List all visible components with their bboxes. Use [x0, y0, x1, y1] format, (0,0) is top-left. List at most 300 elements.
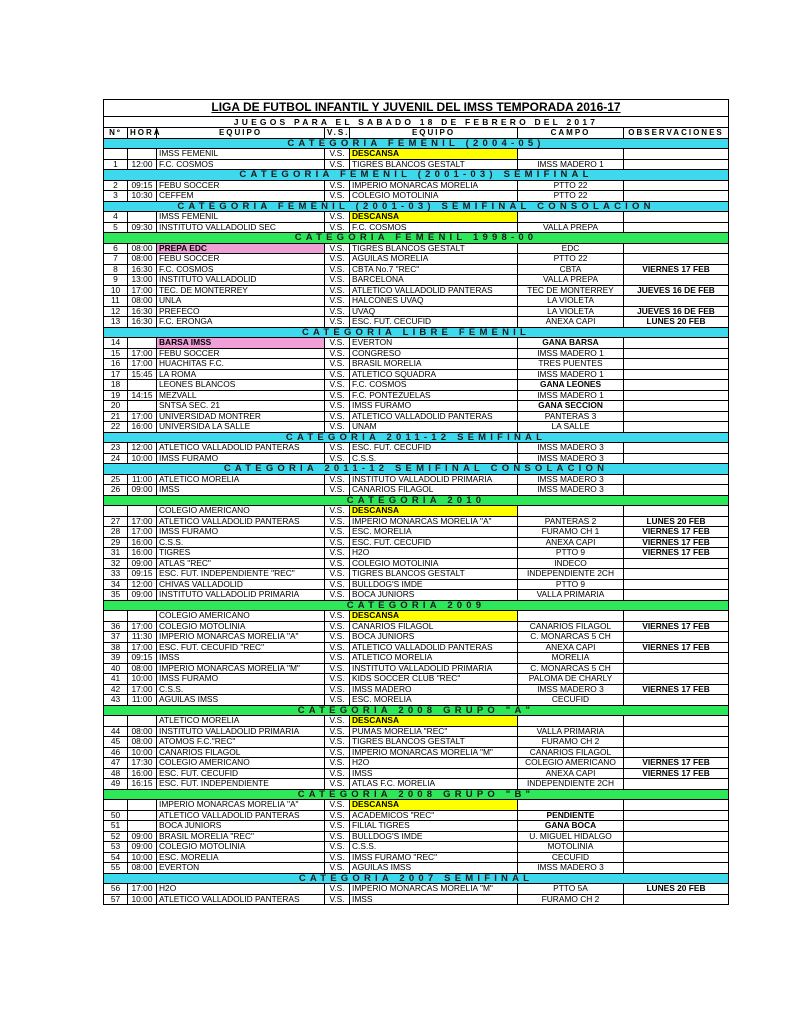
field-cell: CECUFID [518, 695, 624, 705]
notes-cell [624, 454, 728, 464]
notes-cell [624, 160, 728, 170]
team1-cell: IMSS FURAMO [157, 527, 325, 537]
team1-cell: AGUILAS IMSS [157, 695, 325, 705]
team1-cell: C.S.S. [157, 538, 325, 548]
category-label: CATEGORIA LIBRE FEMENIL [301, 326, 530, 338]
vs-cell: V.S. [325, 443, 350, 453]
notes-cell [624, 716, 728, 726]
field-cell: C. MONARCAS 5 CH [518, 664, 624, 674]
number-cell: 2 [104, 181, 128, 191]
team2-cell: IMSS FURAMO [350, 401, 518, 411]
field-cell [518, 800, 624, 810]
table-row [104, 369, 728, 380]
field-cell: FURAMO CH 2 [518, 895, 624, 905]
table-row [104, 253, 728, 264]
notes-cell [624, 212, 728, 222]
vs-cell: V.S. [325, 559, 350, 569]
vs-cell: V.S. [325, 359, 350, 369]
number-cell: 21 [104, 412, 128, 422]
notes-cell [624, 842, 728, 852]
time-cell: 11:00 [128, 695, 157, 705]
field-cell: PTTO 22 [518, 181, 624, 191]
table-row [104, 243, 728, 254]
team2-cell: EVERTON [350, 338, 518, 348]
time-cell: 17:00 [128, 643, 157, 653]
team2-cell: HALCONES UVAQ [350, 296, 518, 306]
time-cell: 16:00 [128, 548, 157, 558]
notes-cell: VIERNES 17 FEB [642, 547, 710, 557]
number-cell: 50 [104, 811, 128, 821]
time-cell: 10:00 [128, 853, 157, 863]
team2-cell: TIGRES BLANCOS GESTALT [350, 244, 518, 254]
number-cell: 41 [104, 674, 128, 684]
category-label: CATEGORIA 2011-12 SEMIFINAL CONSOLACION [223, 463, 609, 474]
number-cell: 24 [104, 454, 128, 464]
vs-cell: V.S. [325, 286, 350, 296]
table-row [104, 516, 728, 527]
notes-cell [624, 727, 728, 737]
time-cell: 17:00 [128, 527, 157, 537]
header-field-cell: CAMPO [518, 128, 624, 138]
table-header [104, 127, 728, 138]
team1-cell: UNLA [157, 296, 325, 306]
team2-cell: ATLETICO VALLADOLID PANTERAS [350, 412, 518, 422]
time-cell: 17:00 [128, 286, 157, 296]
category-label: CATEGORIA 2007 SEMIFINAL [298, 872, 534, 884]
time-cell [128, 401, 157, 411]
team2-cell: CBTA No.7 "REC" [350, 265, 518, 275]
time-cell: 09:00 [128, 485, 157, 495]
number-cell: 35 [104, 590, 128, 600]
notes-cell: VIERNES 17 FEB [642, 620, 710, 631]
team1-cell: F.C. COSMOS [157, 265, 325, 275]
notes-cell: VIERNES 17 FEB [642, 641, 710, 652]
vs-cell: V.S. [325, 800, 350, 810]
vs-cell: V.S. [325, 223, 350, 233]
field-cell: LA SALLE [518, 422, 624, 432]
field-cell: IMSS MADERO 3 [518, 685, 624, 695]
table-row [104, 211, 728, 222]
notes-cell [624, 149, 728, 159]
field-cell: IMSS MADERO 1 [518, 370, 624, 380]
vs-cell: V.S. [325, 769, 350, 779]
vs-cell: V.S. [325, 737, 350, 747]
number-cell: 42 [104, 685, 128, 695]
field-cell: TEC DE MONTERREY [518, 286, 624, 296]
team1-cell: TIGRES [157, 548, 325, 558]
time-cell: 17:00 [128, 884, 157, 894]
team1-cell: COLEGIO AMERICANO [157, 506, 325, 516]
field-cell: PANTERAS 3 [518, 412, 624, 422]
table-row [104, 663, 728, 674]
vs-cell: V.S. [325, 842, 350, 852]
team1-cell: COLEGIO AMERICANO [157, 758, 325, 768]
team1-cell: BOCA JUNIORS [157, 821, 325, 831]
team2-cell: DESCANSA [350, 716, 518, 726]
time-cell: 17:00 [128, 685, 157, 695]
number-cell [104, 149, 128, 159]
field-cell: PTTO 22 [518, 191, 624, 201]
vs-cell: V.S. [325, 664, 350, 674]
number-cell: 26 [104, 485, 128, 495]
field-cell: PALOMA DE CHARLY [518, 674, 624, 684]
vs-cell: V.S. [325, 727, 350, 737]
vs-cell: V.S. [325, 338, 350, 348]
table-row [104, 400, 728, 411]
team2-cell: BULLDOG'S IMDE [350, 832, 518, 842]
field-cell: EDC [518, 244, 624, 254]
table-row [104, 673, 728, 684]
team1-cell: IMSS FEMENIL [157, 149, 325, 159]
number-cell: 54 [104, 853, 128, 863]
vs-cell: V.S. [325, 569, 350, 579]
table-row [104, 589, 728, 600]
team1-cell: BRASIL MORELIA "REC" [157, 832, 325, 842]
team2-cell: C.S.S. [350, 842, 518, 852]
number-cell: 1 [104, 160, 128, 170]
notes-cell [624, 559, 728, 569]
notes-cell [624, 181, 728, 191]
vs-cell: V.S. [325, 265, 350, 275]
schedule-table [104, 127, 728, 904]
notes-cell [624, 275, 728, 285]
field-cell [518, 716, 624, 726]
notes-cell [624, 391, 728, 401]
time-cell [128, 821, 157, 831]
team2-cell: ESC. FUT. CECUFID [350, 317, 518, 327]
time-cell [128, 800, 157, 810]
notes-cell [624, 695, 728, 705]
team1-cell: F.C. COSMOS [157, 160, 325, 170]
team1-cell: IMSS FURAMO [157, 454, 325, 464]
category-header [104, 873, 728, 884]
time-cell: 17:00 [128, 359, 157, 369]
table-row [104, 778, 728, 789]
field-cell: VALLA PREPA [518, 223, 624, 233]
table-row [104, 747, 728, 758]
number-cell: 17 [104, 370, 128, 380]
vs-cell: V.S. [325, 349, 350, 359]
category-header [104, 789, 728, 800]
time-cell: 12:00 [128, 443, 157, 453]
team2-cell: IMPERIO MONARCAS MORELIA "A" [350, 517, 518, 527]
time-cell: 17:00 [128, 412, 157, 422]
number-cell: 40 [104, 664, 128, 674]
team1-cell: H2O [157, 884, 325, 894]
category-header [104, 705, 728, 716]
table-row [104, 379, 728, 390]
field-cell: ANEXA CAPI [518, 317, 624, 327]
vs-cell: V.S. [325, 821, 350, 831]
notes-cell [624, 370, 728, 380]
time-cell [128, 611, 157, 621]
field-cell: INDECO [518, 559, 624, 569]
notes-cell [624, 853, 728, 863]
vs-cell: V.S. [325, 454, 350, 464]
field-cell: MOTOLINIA [518, 842, 624, 852]
time-cell: 09:00 [128, 832, 157, 842]
vs-cell: V.S. [325, 548, 350, 558]
team2-cell: ATLETICO VALLADOLID PANTERAS [350, 643, 518, 653]
number-cell: 37 [104, 632, 128, 642]
table-row [104, 694, 728, 705]
table-row [104, 726, 728, 737]
team1-cell: IMPERIO MONARCAS MORELIA "A" [157, 632, 325, 642]
time-cell: 17:00 [128, 517, 157, 527]
team1-cell: IMPERIO MONARCAS MORELIA "A" [157, 800, 325, 810]
team2-cell: CANARIOS FILAGOL [350, 622, 518, 632]
notes-cell [624, 664, 728, 674]
number-cell: 57 [104, 895, 128, 905]
team2-cell: C.S.S. [350, 454, 518, 464]
team1-cell: COLEGIO MOTOLINIA [157, 842, 325, 852]
table-row [104, 411, 728, 422]
team1-cell: INSTITUTO VALLADOLID PRIMARIA [157, 727, 325, 737]
number-cell: 46 [104, 748, 128, 758]
time-cell: 08:00 [128, 737, 157, 747]
notes-cell: JUEVES 16 DE FEB [637, 305, 715, 316]
table-row [104, 547, 728, 558]
vs-cell: V.S. [325, 884, 350, 894]
time-cell: 09:00 [128, 842, 157, 852]
team1-cell: ATLETICO VALLADOLID PANTERAS [157, 443, 325, 453]
team1-cell: UNIVERSIDA LA SALLE [157, 422, 325, 432]
notes-cell: VIERNES 17 FEB [642, 683, 710, 694]
vs-cell: V.S. [325, 212, 350, 222]
table-row [104, 484, 728, 495]
table-row [104, 610, 728, 621]
notes-cell [624, 422, 728, 432]
team2-cell: BULLDOG'S IMDE [350, 580, 518, 590]
vs-cell: V.S. [325, 517, 350, 527]
team2-cell: F.C. COSMOS [350, 223, 518, 233]
table-row [104, 474, 728, 485]
team2-cell: ESC. FUT. CECUFID [350, 538, 518, 548]
vs-cell: V.S. [325, 191, 350, 201]
notes-cell [624, 244, 728, 254]
team2-cell: DESCANSA [350, 611, 518, 621]
field-cell: IMSS MADERO 3 [518, 863, 624, 873]
time-cell: 09:15 [128, 181, 157, 191]
category-header [104, 463, 728, 474]
table-row [104, 579, 728, 590]
time-cell: 16:30 [128, 317, 157, 327]
number-cell: 31 [104, 548, 128, 558]
notes-cell: LUNES 20 FEB [646, 515, 706, 526]
table-row [104, 190, 728, 201]
table-row [104, 810, 728, 821]
number-cell: 34 [104, 580, 128, 590]
field-cell: IMSS MADERO 3 [518, 475, 624, 485]
header-number-cell: Nº [104, 128, 128, 138]
field-cell: MORELIA [518, 653, 624, 663]
vs-cell: V.S. [325, 685, 350, 695]
category-label: CATEGORIA FEMENIL 1998-00 [294, 232, 538, 243]
notes-cell [624, 359, 728, 369]
team2-cell: ATLETICO SQUADRA [350, 370, 518, 380]
notes-cell [624, 412, 728, 422]
field-cell: ANEXA CAPI [518, 538, 624, 548]
table-row [104, 841, 728, 852]
notes-cell [624, 506, 728, 516]
number-cell: 5 [104, 223, 128, 233]
team2-cell: TIGRES BLANCOS GESTALT [350, 160, 518, 170]
vs-cell: V.S. [325, 832, 350, 842]
field-cell: CANARIOS FILAGOL [518, 748, 624, 758]
team2-cell: F.C. COSMOS [350, 380, 518, 390]
field-cell: C. MONARCAS 5 CH [518, 632, 624, 642]
vs-cell: V.S. [325, 412, 350, 422]
field-cell: FURAMO CH 1 [518, 527, 624, 537]
notes-cell [624, 443, 728, 453]
team1-cell: HUACHITAS F.C. [157, 359, 325, 369]
team2-cell: INSTITUTO VALLADOLID PRIMARIA [350, 475, 518, 485]
notes-cell [624, 191, 728, 201]
notes-cell: VIERNES 17 FEB [642, 526, 710, 536]
page-title: LIGA DE FUTBOL INFANTIL Y JUVENIL DEL IMSS TEMPORADA 2016-17 [211, 100, 621, 114]
team2-cell: AGUILAS IMSS [350, 863, 518, 873]
team2-cell: COLEGIO MOTOLINIA [350, 559, 518, 569]
notes-cell: VIERNES 17 FEB [642, 757, 710, 767]
number-cell: 29 [104, 538, 128, 548]
notes-cell: LUNES 20 FEB [646, 883, 706, 893]
team1-cell: INSTITUTO VALLADOLID PRIMARIA [157, 590, 325, 600]
team2-cell: ACADEMICOS "REC" [350, 811, 518, 821]
number-cell: 14 [104, 338, 128, 348]
category-label: CATEGORIA 2009 [346, 599, 486, 611]
team1-cell: COLEGIO AMERICANO [157, 611, 325, 621]
team1-cell: ATLAS "REC" [157, 559, 325, 569]
time-cell: 11:30 [128, 632, 157, 642]
vs-cell: V.S. [325, 811, 350, 821]
table-row [104, 159, 728, 170]
field-cell: COLEGIO AMERICANO [518, 758, 624, 768]
notes-cell [624, 653, 728, 663]
vs-cell: V.S. [325, 254, 350, 264]
number-cell: 28 [104, 527, 128, 537]
table-row [104, 568, 728, 579]
field-cell: PTTO 9 [518, 580, 624, 590]
notes-cell [624, 580, 728, 590]
table-row [104, 894, 728, 905]
team1-cell: FEBU SOCCER [157, 254, 325, 264]
team2-cell: DESCANSA [350, 506, 518, 516]
number-cell [104, 611, 128, 621]
vs-cell: V.S. [325, 695, 350, 705]
number-cell: 51 [104, 821, 128, 831]
table-row [104, 852, 728, 863]
field-cell: GANA BOCA [518, 821, 624, 831]
header-team1-cell: EQUIPO [157, 128, 325, 138]
field-cell: PTTO 22 [518, 254, 624, 264]
number-cell: 45 [104, 737, 128, 747]
team1-cell: F.C. ERONGA [157, 317, 325, 327]
table-row [104, 820, 728, 831]
number-cell: 6 [104, 244, 128, 254]
team2-cell: INSTITUTO VALLADOLID PRIMARIA [350, 664, 518, 674]
time-cell [128, 506, 157, 516]
table-row [104, 526, 728, 537]
vs-cell: V.S. [325, 422, 350, 432]
table-row [104, 631, 728, 642]
team1-cell: ATOMOS F.C."REC" [157, 737, 325, 747]
number-cell: 44 [104, 727, 128, 737]
notes-cell [624, 895, 728, 905]
field-cell: TRES PUENTES [518, 359, 624, 369]
table-row [104, 453, 728, 464]
number-cell: 22 [104, 422, 128, 432]
number-cell: 56 [104, 884, 128, 894]
number-cell: 43 [104, 695, 128, 705]
vs-cell: V.S. [325, 307, 350, 317]
time-cell: 16:30 [128, 265, 157, 275]
vs-cell: V.S. [325, 590, 350, 600]
table-row [104, 442, 728, 453]
team2-cell: ATLAS F.C. MORELIA [350, 779, 518, 789]
notes-cell [624, 401, 728, 411]
time-cell: 16:30 [128, 307, 157, 317]
table-row [104, 883, 728, 894]
time-cell: 17:00 [128, 622, 157, 632]
number-cell: 7 [104, 254, 128, 264]
notes-cell [624, 800, 728, 810]
time-cell: 09:15 [128, 653, 157, 663]
team2-cell: TIGRES BLANCOS GESTALT [350, 737, 518, 747]
table-row [104, 285, 728, 296]
notes-cell: VIERNES 17 FEB [642, 767, 710, 778]
time-cell: 08:00 [128, 244, 157, 254]
team1-cell: IMSS FURAMO [157, 674, 325, 684]
notes-cell: VIERNES 17 FEB [642, 536, 710, 547]
team2-cell: BOCA JUNIORS [350, 590, 518, 600]
team2-cell: ATLETICO MORELIA [350, 653, 518, 663]
table-row [104, 621, 728, 632]
vs-cell: V.S. [325, 611, 350, 621]
team2-cell: IMPERIO MONARCAS MORELIA "M" [350, 748, 518, 758]
notes-cell [624, 674, 728, 684]
time-cell: 08:00 [128, 296, 157, 306]
vs-cell: V.S. [325, 653, 350, 663]
vs-cell: V.S. [325, 401, 350, 411]
table-row [104, 831, 728, 842]
vs-cell: V.S. [325, 853, 350, 863]
team1-cell: EVERTON [157, 863, 325, 873]
table-row [104, 652, 728, 663]
table-row [104, 505, 728, 516]
table-row [104, 768, 728, 779]
team2-cell: IMSS [350, 895, 518, 905]
field-cell [518, 149, 624, 159]
team1-cell: LEONES BLANCOS [157, 380, 325, 390]
notes-cell [624, 611, 728, 621]
team1-cell: SNTSA SEC. 21 [157, 401, 325, 411]
vs-cell: V.S. [325, 181, 350, 191]
team2-cell: H2O [350, 548, 518, 558]
notes-cell [624, 590, 728, 600]
table-row [104, 148, 728, 159]
team1-cell: ATLETICO MORELIA [157, 475, 325, 485]
field-cell: FURAMO CH 2 [518, 737, 624, 747]
header-team2-cell: EQUIPO [350, 128, 518, 138]
field-cell [518, 611, 624, 621]
number-cell: 38 [104, 643, 128, 653]
vs-cell: V.S. [325, 622, 350, 632]
time-cell: 10:30 [128, 191, 157, 201]
vs-cell: V.S. [325, 716, 350, 726]
category-label: CATEGORIA FEMENIL (2001-03) SEMIFINAL CONSOLACION [177, 200, 655, 212]
field-cell: GANA BARSA [518, 338, 624, 348]
team1-cell: ATLETICO VALLADOLID PANTERAS [157, 811, 325, 821]
